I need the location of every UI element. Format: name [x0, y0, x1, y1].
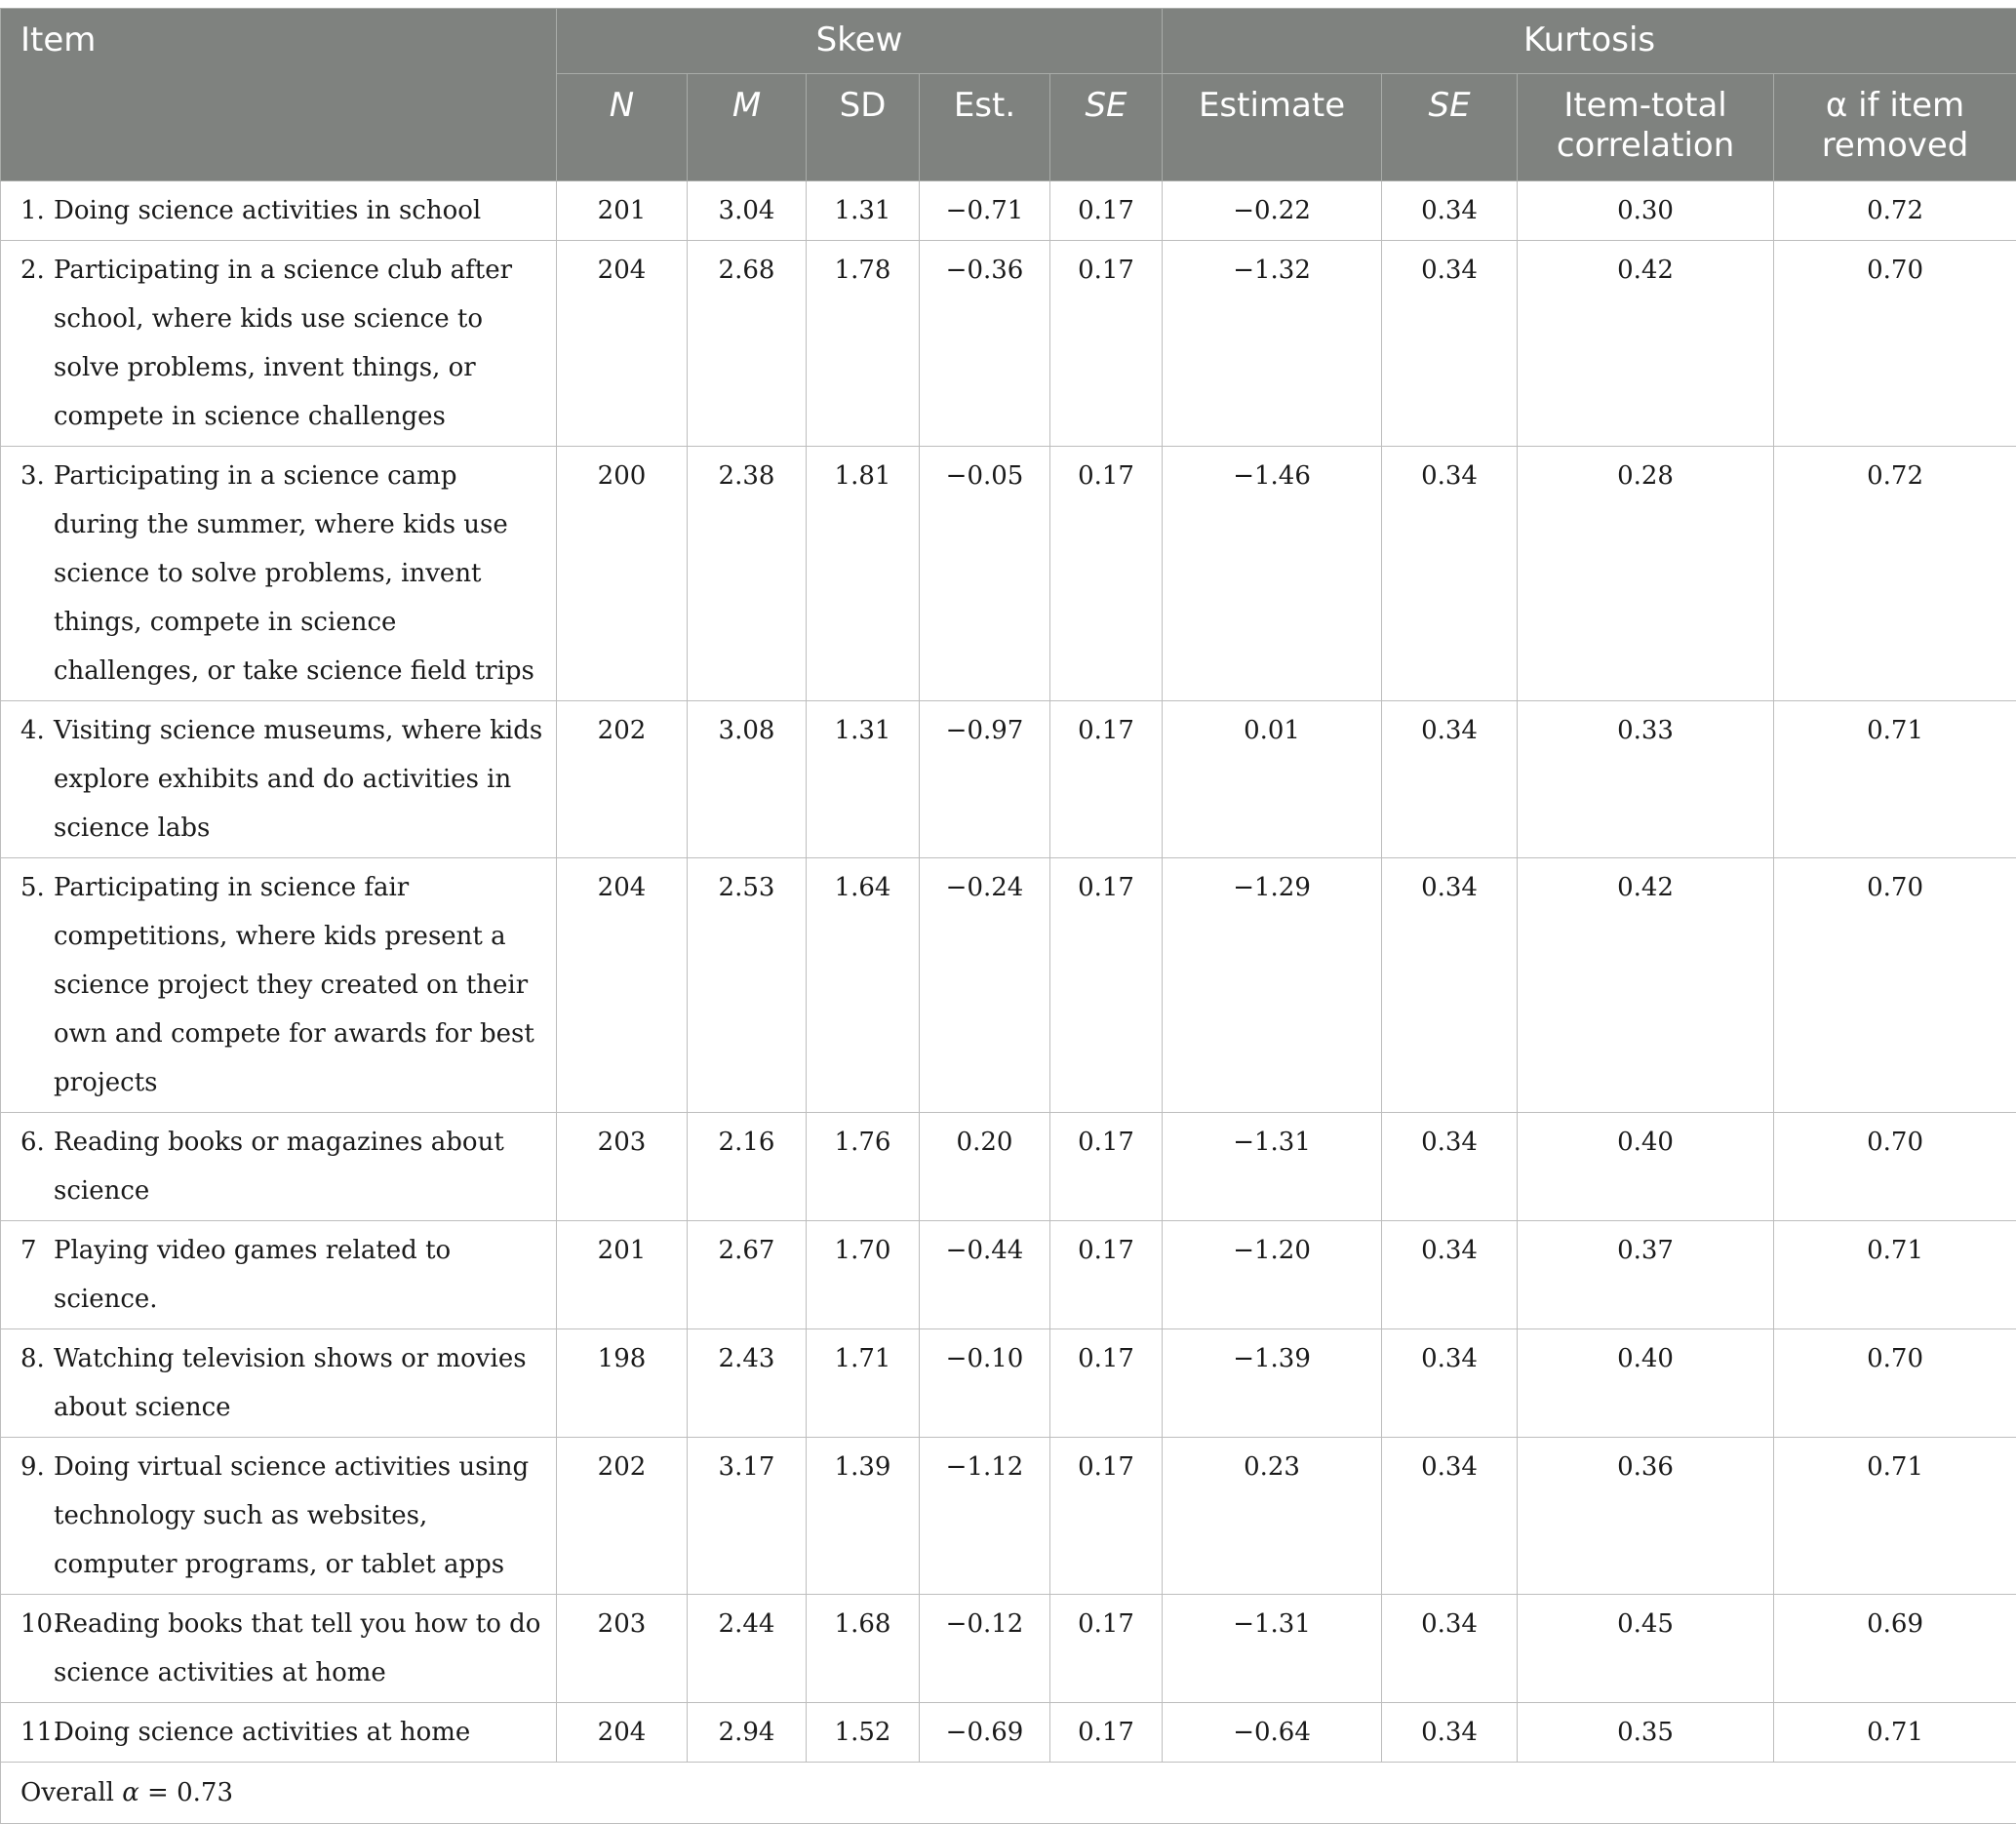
item-number: 11. [20, 1708, 54, 1757]
cell-estimate: −1.29 [1163, 858, 1382, 1113]
cell-estimate: −0.64 [1163, 1703, 1382, 1763]
table-row [1, 1113, 2016, 1221]
header-n: N [557, 74, 688, 181]
cell-item [1, 181, 557, 241]
cell-itc: 0.42 [1518, 241, 1774, 447]
cell-se2: 0.34 [1382, 701, 1518, 858]
header-item-total-correlation: Item-total correlation [1518, 74, 1774, 181]
item-text-wrap [20, 1118, 548, 1215]
cell-sd: 1.31 [807, 701, 920, 858]
cell-est: −0.10 [920, 1329, 1050, 1438]
item-text: Watching television shows or movies about science [54, 1344, 527, 1422]
cell-se2: 0.34 [1382, 1438, 1518, 1595]
footer-prefix: Overall [20, 1778, 122, 1807]
cell-item [1, 1595, 557, 1703]
cell-item [1, 858, 557, 1113]
cell-n: 203 [557, 1595, 688, 1703]
item-text-wrap [20, 1600, 548, 1697]
header-item: Item [1, 9, 557, 181]
item-text-wrap [20, 186, 548, 235]
cell-se1: 0.17 [1050, 701, 1163, 858]
item-number: 10. [20, 1600, 54, 1648]
cell-n: 202 [557, 1438, 688, 1595]
item-text-wrap [20, 863, 548, 1107]
cell-alpha: 0.71 [1774, 701, 2016, 858]
cell-itc: 0.42 [1518, 858, 1774, 1113]
cell-itc: 0.35 [1518, 1703, 1774, 1763]
cell-alpha: 0.70 [1774, 1329, 2016, 1438]
item-text: Playing video games related to science. [54, 1236, 451, 1314]
cell-m: 3.17 [688, 1438, 807, 1595]
cell-se1: 0.17 [1050, 1221, 1163, 1329]
cell-alpha: 0.69 [1774, 1595, 2016, 1703]
header-se-kurtosis: SE [1382, 74, 1518, 181]
cell-n: 201 [557, 1221, 688, 1329]
header-kurtosis: Kurtosis [1163, 9, 2016, 74]
item-text-wrap [20, 1226, 548, 1324]
cell-alpha: 0.71 [1774, 1703, 2016, 1763]
item-text: Participating in a science club after school, where kids use science to solve problems, invent things, or compete in science challenges [54, 256, 512, 431]
cell-estimate: −1.31 [1163, 1113, 1382, 1221]
cell-est: −0.97 [920, 701, 1050, 858]
cell-n: 198 [557, 1329, 688, 1438]
table-row [1, 701, 2016, 858]
cell-estimate: −1.32 [1163, 241, 1382, 447]
item-text-wrap [20, 452, 548, 695]
item-text: Visiting science museums, where kids explore exhibits and do activities in science labs [54, 716, 542, 843]
cell-sd: 1.78 [807, 241, 920, 447]
item-number: 4. [20, 706, 54, 755]
cell-sd: 1.52 [807, 1703, 920, 1763]
cell-se2: 0.34 [1382, 858, 1518, 1113]
cell-se2: 0.34 [1382, 181, 1518, 241]
item-number: 7 [20, 1226, 54, 1275]
cell-alpha: 0.70 [1774, 858, 2016, 1113]
cell-se2: 0.34 [1382, 1221, 1518, 1329]
cell-itc: 0.40 [1518, 1113, 1774, 1221]
table-row [1, 1703, 2016, 1763]
cell-sd: 1.64 [807, 858, 920, 1113]
item-number: 2. [20, 246, 54, 295]
header-estimate: Estimate [1163, 74, 1382, 181]
cell-est: −1.12 [920, 1438, 1050, 1595]
table-row [1, 241, 2016, 447]
cell-est: −0.24 [920, 858, 1050, 1113]
overall-alpha-footer [1, 1763, 2016, 1824]
cell-est: −0.71 [920, 181, 1050, 241]
header-se-skew: SE [1050, 74, 1163, 181]
cell-se2: 0.34 [1382, 1595, 1518, 1703]
cell-estimate: −1.39 [1163, 1329, 1382, 1438]
item-text-wrap [20, 706, 548, 853]
cell-estimate: −1.31 [1163, 1595, 1382, 1703]
cell-item [1, 1221, 557, 1329]
cell-estimate: −1.20 [1163, 1221, 1382, 1329]
cell-n: 203 [557, 1113, 688, 1221]
header-est: Est. [920, 74, 1050, 181]
cell-itc: 0.40 [1518, 1329, 1774, 1438]
cell-se1: 0.17 [1050, 1329, 1163, 1438]
item-number: 5. [20, 863, 54, 912]
table-row [1, 1595, 2016, 1703]
cell-alpha: 0.70 [1774, 1113, 2016, 1221]
cell-alpha: 0.72 [1774, 181, 2016, 241]
cell-itc: 0.33 [1518, 701, 1774, 858]
cell-sd: 1.81 [807, 447, 920, 701]
table-row [1, 1329, 2016, 1438]
cell-m: 3.08 [688, 701, 807, 858]
cell-se2: 0.34 [1382, 447, 1518, 701]
item-number: 8. [20, 1334, 54, 1383]
cell-itc: 0.45 [1518, 1595, 1774, 1703]
cell-sd: 1.76 [807, 1113, 920, 1221]
cell-se2: 0.34 [1382, 1113, 1518, 1221]
item-text: Doing science activities in school [54, 196, 481, 225]
cell-se2: 0.34 [1382, 241, 1518, 447]
header-m: M [688, 74, 807, 181]
cell-n: 200 [557, 447, 688, 701]
footer-alpha-symbol: α [122, 1778, 139, 1807]
cell-item [1, 447, 557, 701]
cell-se1: 0.17 [1050, 1595, 1163, 1703]
cell-m: 2.67 [688, 1221, 807, 1329]
table-row [1, 447, 2016, 701]
table-row [1, 1221, 2016, 1329]
cell-m: 2.68 [688, 241, 807, 447]
cell-n: 204 [557, 241, 688, 447]
cell-item [1, 1438, 557, 1595]
cell-n: 204 [557, 1703, 688, 1763]
item-text-wrap [20, 1708, 548, 1757]
item-text: Doing science activities at home [54, 1718, 470, 1747]
cell-estimate: 0.23 [1163, 1438, 1382, 1595]
cell-m: 2.43 [688, 1329, 807, 1438]
cell-itc: 0.36 [1518, 1438, 1774, 1595]
cell-sd: 1.31 [807, 181, 920, 241]
cell-item [1, 1113, 557, 1221]
cell-itc: 0.37 [1518, 1221, 1774, 1329]
table-row [1, 1438, 2016, 1595]
item-number: 9. [20, 1443, 54, 1491]
cell-sd: 1.71 [807, 1329, 920, 1438]
cell-m: 2.44 [688, 1595, 807, 1703]
item-text-wrap [20, 246, 548, 441]
header-skew: Skew [557, 9, 1163, 74]
cell-sd: 1.68 [807, 1595, 920, 1703]
cell-est: −0.12 [920, 1595, 1050, 1703]
item-text: Reading books or magazines about science [54, 1128, 504, 1206]
header-alpha-if-removed: α if item removed [1774, 74, 2016, 181]
cell-itc: 0.30 [1518, 181, 1774, 241]
cell-se1: 0.17 [1050, 241, 1163, 447]
cell-item [1, 241, 557, 447]
item-text: Reading books that tell you how to do science activities at home [54, 1609, 540, 1687]
item-text-wrap [20, 1443, 548, 1589]
cell-m: 2.94 [688, 1703, 807, 1763]
table-row [1, 858, 2016, 1113]
cell-alpha: 0.71 [1774, 1438, 2016, 1595]
cell-se1: 0.17 [1050, 858, 1163, 1113]
header-sd: SD [807, 74, 920, 181]
cell-alpha: 0.71 [1774, 1221, 2016, 1329]
item-text-wrap [20, 1334, 548, 1432]
cell-itc: 0.28 [1518, 447, 1774, 701]
cell-item [1, 1703, 557, 1763]
cell-estimate: −1.46 [1163, 447, 1382, 701]
cell-se2: 0.34 [1382, 1703, 1518, 1763]
item-text: Doing virtual science activities using technology such as websites, computer programs, or tablet apps [54, 1452, 529, 1579]
cell-estimate: 0.01 [1163, 701, 1382, 858]
cell-alpha: 0.72 [1774, 447, 2016, 701]
item-number: 3. [20, 452, 54, 500]
cell-est: −0.69 [920, 1703, 1050, 1763]
cell-est: −0.05 [920, 447, 1050, 701]
cell-m: 2.53 [688, 858, 807, 1113]
cell-est: −0.36 [920, 241, 1050, 447]
cell-n: 201 [557, 181, 688, 241]
table-row [1, 181, 2016, 241]
cell-se1: 0.17 [1050, 1113, 1163, 1221]
psychometrics-table [0, 8, 2016, 1824]
cell-item [1, 1329, 557, 1438]
cell-est: −0.44 [920, 1221, 1050, 1329]
cell-sd: 1.70 [807, 1221, 920, 1329]
cell-n: 202 [557, 701, 688, 858]
cell-n: 204 [557, 858, 688, 1113]
item-number: 1. [20, 186, 54, 235]
cell-se2: 0.34 [1382, 1329, 1518, 1438]
cell-se1: 0.17 [1050, 447, 1163, 701]
item-text: Participating in a science camp during the summer, where kids use science to solve problems, invent things, compete in science challenges, or take science field trips [54, 461, 534, 686]
cell-m: 2.16 [688, 1113, 807, 1221]
cell-item [1, 701, 557, 858]
cell-sd: 1.39 [807, 1438, 920, 1595]
cell-estimate: −0.22 [1163, 181, 1382, 241]
cell-se1: 0.17 [1050, 1438, 1163, 1595]
table-body [1, 181, 2016, 1763]
table-container [0, 8, 2016, 1824]
cell-se1: 0.17 [1050, 1703, 1163, 1763]
footer-value: = 0.73 [139, 1778, 233, 1807]
cell-m: 2.38 [688, 447, 807, 701]
item-text: Participating in science fair competitions, where kids present a science project they created on their own and compete for awards for best projects [54, 873, 534, 1097]
cell-alpha: 0.70 [1774, 241, 2016, 447]
cell-se1: 0.17 [1050, 181, 1163, 241]
cell-m: 3.04 [688, 181, 807, 241]
item-number: 6. [20, 1118, 54, 1167]
cell-est: 0.20 [920, 1113, 1050, 1221]
